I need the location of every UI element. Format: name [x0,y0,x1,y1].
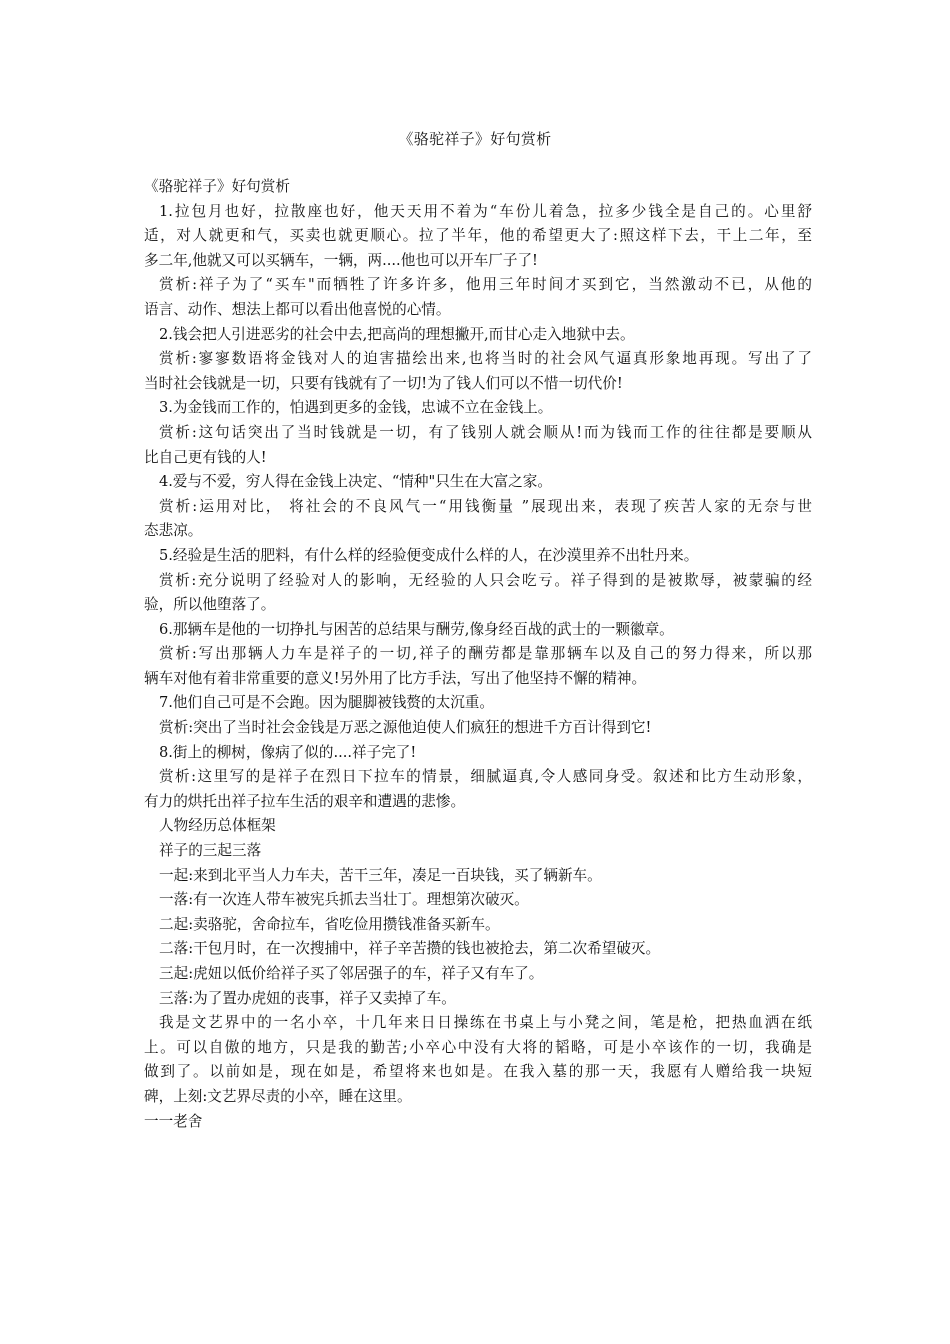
text-line: 5.经验是生活的肥料，有什么样的经验便变成什么样的人，在沙漠里养不出牡丹来。 [159,546,699,564]
text-line: 赏析:充分说明了经验对人的影响，无经验的人只会吃亏。祥子得到的是被欺辱，被蒙骗的经 [159,571,812,589]
text-line: 当时社会钱就是一切，只要有钱就有了一切!为了钱人们可以不惜一切代价! [144,374,623,392]
text-line: 祥子的三起三落 [159,842,262,860]
document-title: 《骆驼祥子》好句赏析 [398,130,552,148]
text-line: 赏析:这里写的是祥子在烈日下拉车的情景，细腻逼真,令人感同身受。叙述和比方生动形象， [159,768,812,786]
text-line: 4.爱与不爱，穷人得在金钱上决定、“情种"只生在大富之家。 [159,473,552,491]
text-line: 比自己更有钱的人! [144,448,267,466]
text-line: 一落:有一次连人带车被宪兵抓去当壮丁。理想第次破灭。 [159,891,529,909]
text-line: 赏析:写出那辆人力车是祥子的一切,祥子的酬劳都是靠那辆车以及自己的努力得来，所以那 [159,645,812,663]
text-line: 6.那辆车是他的一切挣扎与困苦的总结果与酬劳,像身经百战的武士的一颗徽章。 [159,620,674,638]
text-line: 赏析:这句话突出了当时钱就是一切，有了钱别人就会顺从!而为钱而工作的往往都是要顺从 [159,423,812,441]
text-line: 二落:干包月时，在一次搜捕中，祥子辛苦攒的钱也被抢去，第二次希望破灭。 [159,940,661,958]
text-line: 8.街上的柳树，像病了似的....祥子完了! [159,743,417,761]
text-line: 1.拉包月也好，拉散座也好，他天天用不着为“车份儿着急，拉多少钱全是自己的。心里舒 [159,202,812,220]
text-line: 多二年,他就又可以买辆车，一辆，两....他也可以开车厂子了! [144,251,538,269]
text-line: 三落:为了置办虎妞的丧事，祥子又卖掉了车。 [159,989,456,1007]
text-line: 适，对人就更和气，买卖也就更顺心。拉了半年，他的希望更大了:照这样下去，干上二年，至 [144,227,812,245]
text-line: 人物经历总体框架 [159,817,276,835]
text-line: 语言、动作、想法上都可以看出他喜悦的心情。 [144,300,451,318]
text-line: 《骆驼祥子》好句赏析 [144,178,290,195]
text-line: 态悲凉。 [144,522,203,540]
text-line: 3.为金钱而工作的，怕遇到更多的金钱，忠诚不立在金钱上。 [159,399,553,417]
text-line: 验，所以他堕落了。 [144,596,276,614]
text-line: 赏析:运用对比， 将社会的不良风气一“用钱衡量 ”展现出来，表现了疾苦人家的无奈与世 [159,497,812,515]
text-line: 赏析:寥寥数语将金钱对人的迫害描绘出来,也将当时的社会风气逼真形象地再现。写出了了 [159,350,812,368]
text-line: 一一老舍 [144,1112,203,1130]
text-line: 一起:来到北平当人力车夫，苦干三年，凑足一百块钱，买了辆新车。 [159,866,602,884]
text-line: 做到了。以前如是，现在如是，希望将来也如是。在我入墓的那一天，我愿有人赠给我一块短 [144,1063,812,1081]
text-line: 二起:卖骆驼，舍命拉车，省吃俭用攒钱准备买新车。 [159,915,500,933]
document-body [144,175,812,1134]
text-line: 我是文艺界中的一名小卒，十几年来日日操练在书桌上与小凳之间，笔是枪，把热血洒在纸 [159,1014,812,1032]
text-line: 有力的烘托出祥子拉车生活的艰辛和遭遇的悲惨。 [144,792,466,810]
text-line: 辆车对他有着非常重要的意义!另外用了比方手法，写出了他坚持不懈的精神。 [144,669,647,687]
text-line: 碑，上刻:文艺界尽责的小卒，睡在这里。 [144,1087,412,1105]
text-line: 2.钱会把人引进恶劣的社会中去,把高尚的理想撇开,而甘心走入地狱中去。 [159,325,635,343]
text-line: 上。可以自傲的地方，只是我的勤苦;小卒心中没有大将的韬略，可是小卒该作的一切，我确是 [144,1038,812,1056]
text-line: 赏析:祥子为了“买车"而牺牲了许多许多，他用三年时间才买到它，当然激动不已，从他的 [159,276,812,294]
text-line: 赏析:突出了当时社会金钱是万恶之源他迫使人们疯狂的想进千方百计得到它! [159,719,652,737]
text-line: 三起:虎妞以低价给祥子买了邻居强子的车，祥子又有车了。 [159,965,544,982]
text-line: 7.他们自己可是不会跑。因为腿脚被钱赘的太沉重。 [159,694,494,712]
